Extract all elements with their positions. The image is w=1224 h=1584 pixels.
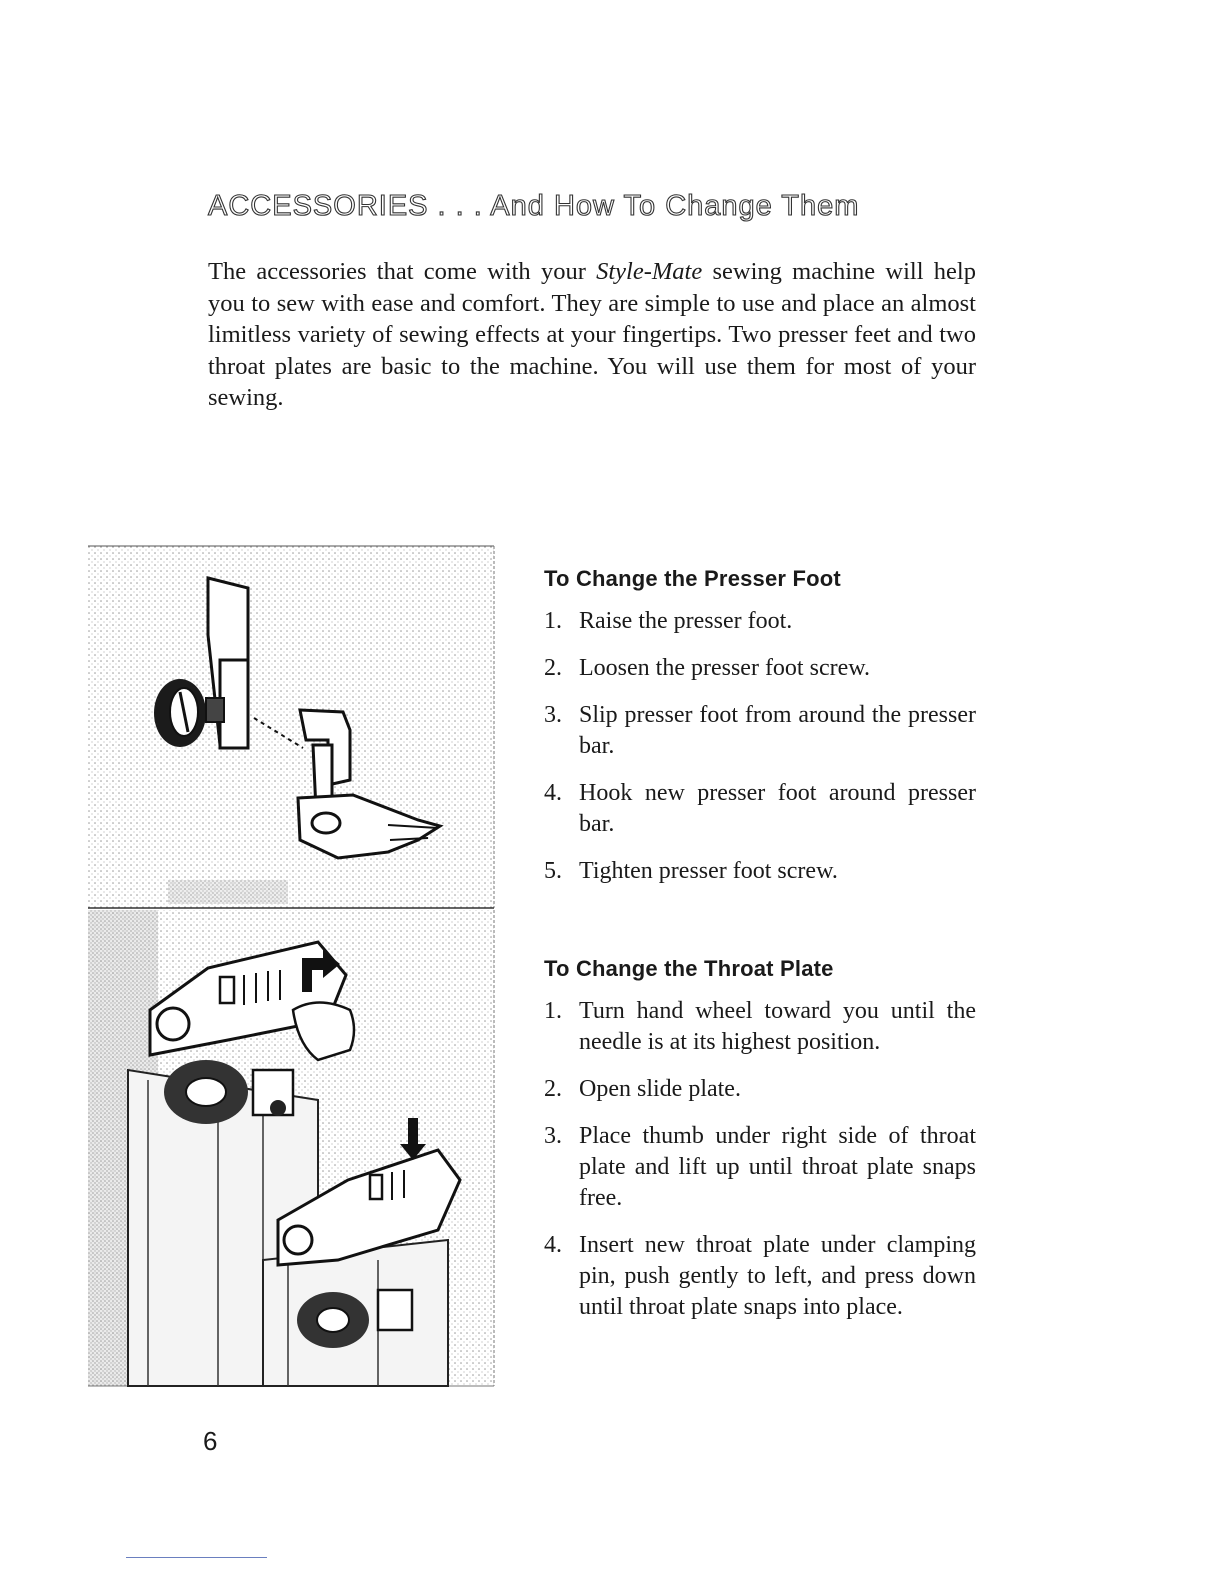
step-number: 4. bbox=[544, 1232, 562, 1258]
illustration-panel bbox=[88, 540, 496, 1388]
step-text: Insert new throat plate under clamping pin, push gently to left, and press down until throat plate snaps into place. bbox=[579, 1232, 976, 1320]
footer-rule bbox=[126, 1557, 267, 1558]
presser-foot-illustration bbox=[88, 546, 494, 908]
step-number: 5. bbox=[544, 858, 562, 884]
intro-paragraph bbox=[208, 256, 976, 414]
step-text: Tighten presser foot screw. bbox=[579, 858, 838, 884]
list-item bbox=[544, 1074, 976, 1105]
presser-foot-instructions bbox=[544, 566, 976, 903]
list-item bbox=[544, 606, 976, 637]
throat-plate-heading: To Change the Throat Plate bbox=[544, 956, 834, 981]
step-text: Hook new presser foot around presser bar. bbox=[579, 780, 976, 837]
intro-text-start: The accessories that come with your bbox=[208, 258, 597, 285]
step-number: 1. bbox=[544, 998, 562, 1024]
list-item bbox=[544, 996, 976, 1058]
list-item bbox=[544, 1230, 976, 1323]
step-number: 2. bbox=[544, 655, 562, 681]
list-item bbox=[544, 653, 976, 684]
throat-plate-illustration bbox=[88, 910, 494, 1386]
list-item bbox=[544, 1121, 976, 1214]
page-number: 6 bbox=[203, 1426, 218, 1456]
intro-text-end: sewing machine will help you to sew with ease and comfort. They are simple to use and place an almost limitless variety of sewing effects at your fingertips. Two presser feet and two throat plates are basic to the machine. You will use them for most of your sewing. bbox=[208, 258, 976, 411]
step-text: Open slide plate. bbox=[579, 1076, 741, 1102]
list-item bbox=[544, 778, 976, 840]
presser-foot-heading: To Change the Presser Foot bbox=[544, 566, 841, 591]
step-text: Loosen the presser foot screw. bbox=[579, 655, 871, 681]
throat-plate-step-list bbox=[544, 996, 976, 1323]
step-number: 3. bbox=[544, 1123, 562, 1149]
step-text: Turn hand wheel toward you until the needle is at its highest position. bbox=[579, 998, 976, 1055]
step-number: 1. bbox=[544, 608, 562, 634]
step-text: Place thumb under right side of throat plate and lift up until throat plate snaps free. bbox=[579, 1123, 976, 1211]
machine-model-name: Style-Mate bbox=[596, 258, 703, 285]
presser-foot-step-list bbox=[544, 606, 976, 887]
step-number: 2. bbox=[544, 1076, 562, 1102]
page-title: ACCESSORIES . . . And How To Change Them bbox=[208, 190, 860, 222]
step-number: 4. bbox=[544, 780, 562, 806]
throat-plate-instructions bbox=[544, 956, 976, 1339]
step-text: Slip presser foot from around the presser bar. bbox=[579, 702, 976, 759]
step-text: Raise the presser foot. bbox=[579, 608, 793, 634]
list-item bbox=[544, 700, 976, 762]
list-item bbox=[544, 856, 976, 887]
step-number: 3. bbox=[544, 702, 562, 728]
